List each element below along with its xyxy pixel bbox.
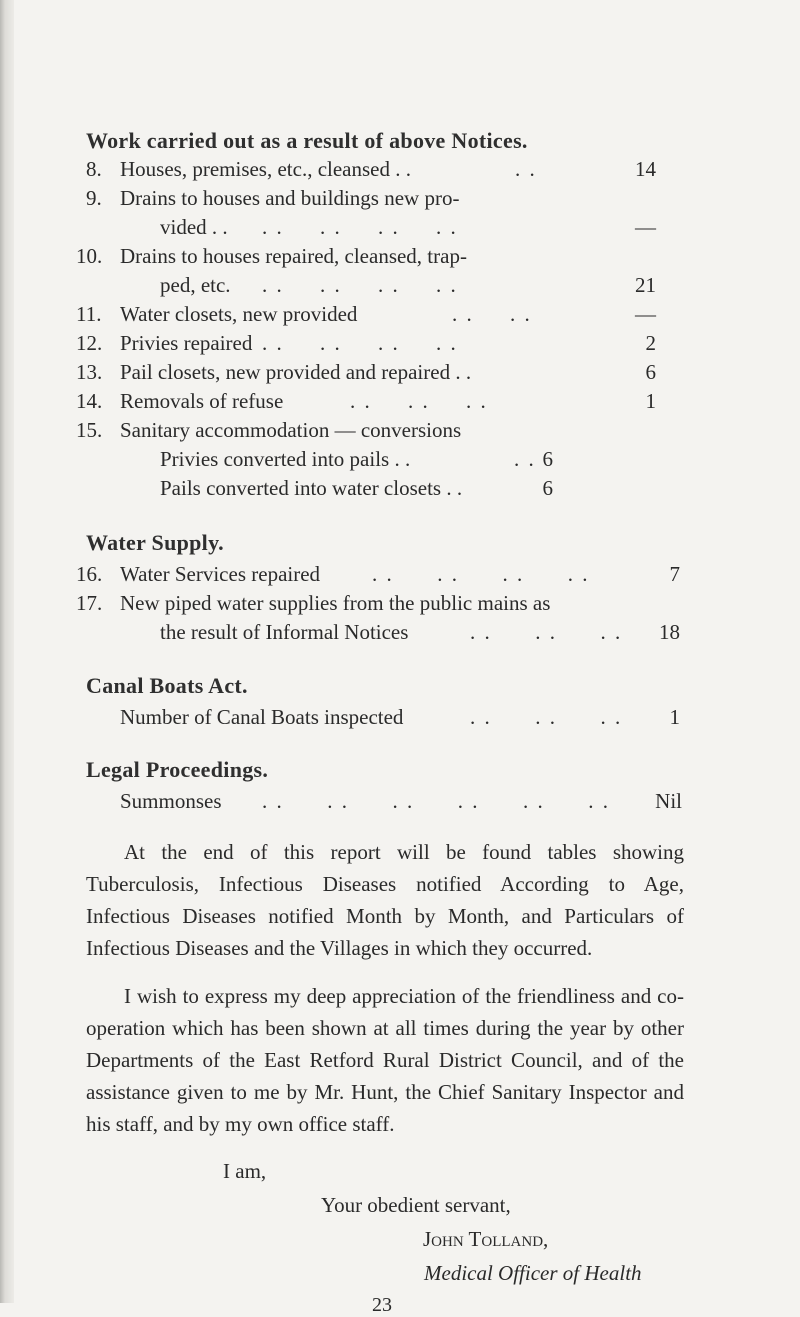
legal-leader: . . . . . . . . . . . . [262,789,610,813]
item-14-number: 14. [76,389,103,413]
item-9-number: 9. [86,186,102,210]
item-17-text: New piped water supplies from the public mains as [120,591,551,615]
canal-text: Number of Canal Boats inspected [120,705,404,729]
item-15-number: 15. [76,418,103,442]
sub-item-privies-value: 6 [542,447,553,471]
paragraph-appreciation [86,980,684,1140]
item-14-text: Removals of refuse [120,389,284,413]
item-12-leader: . . . . . . . . [262,331,458,355]
item-17-continuation: the result of Informal Notices [160,620,409,644]
item-8-value: 14 [635,157,656,181]
legal-heading: Legal Proceedings. [86,757,269,782]
item-15-text: Sanitary accommodation — conversions [120,418,462,442]
page-number: 23 [372,1294,392,1316]
item-10-value: 21 [635,273,656,297]
item-10-continuation: ped, etc. [160,273,231,297]
item-8-leader: . . [515,157,537,181]
legal-value: Nil [655,789,682,813]
item-16-value: 7 [669,562,680,586]
item-16-number: 16. [76,562,103,586]
item-17-number: 17. [76,591,103,615]
item-11-value: — [635,302,656,326]
item-10-number: 10. [76,244,103,268]
closing-i-am: I am, [223,1159,267,1183]
item-8-number: 8. [86,157,102,181]
item-14-leader: . . . . . . [350,389,488,413]
item-9-text: Drains to houses and buildings new pro- [120,186,460,210]
paragraph-appreciation-text: I wish to express my deep appreciation of the friendliness and co-operation which has been shown at all times during the year by other Departments of the East Retford Rural District Council, and of the assistance given to me by Mr. Hunt, the Chief Sanitary Inspector and his staff, and by my own office staff. [86,984,684,1136]
item-12-value: 2 [645,331,656,355]
item-12-text: Privies repaired [120,331,253,355]
item-13-value: 6 [645,360,656,384]
item-9-continuation: vided . . [160,215,228,239]
item-11-text: Water closets, new provided [120,302,358,326]
sub-item-pails-value: 6 [542,476,553,500]
item-14-value: 1 [645,389,656,413]
sub-item-privies-text: Privies converted into pails . . [160,447,411,471]
item-16-text: Water Services repaired [120,562,321,586]
closing-servant: Your obedient servant, [321,1193,511,1217]
sub-item-privies-leader: . . [514,447,536,471]
item-13-number: 13. [76,360,103,384]
item-9-value: — [635,215,656,239]
signature-name: John Tolland, [423,1227,549,1251]
item-11-leader: . . . . [452,302,532,326]
sub-item-pails-text: Pails converted into water closets . . [160,476,463,500]
paragraph-tables [86,836,684,964]
notices-heading: Work carried out as a result of above Notices. [86,128,528,153]
item-17-leader: . . . . . . [470,620,623,644]
canal-heading: Canal Boats Act. [86,673,248,698]
item-11-number: 11. [76,302,102,326]
item-10-text: Drains to houses repaired, cleansed, trap- [120,244,467,268]
item-8-text: Houses, premises, etc., cleansed . . [120,157,411,181]
item-9-leader: . . . . . . . . [262,215,458,239]
item-10-leader: . . . . . . . . [262,273,458,297]
signature-title: Medical Officer of Health [424,1261,642,1285]
paragraph-tables-text: At the end of this report will be found tables showing Tuberculosis, Infectious Diseases notified According to Age, Infectious Diseases notified Month by Month, and Particulars of Infectious Diseases and the Villages in which they occurred. [86,840,684,960]
item-13-text: Pail closets, new provided and repaired . . [120,360,472,384]
legal-text: Summonses [120,789,222,813]
canal-value: 1 [669,705,680,729]
item-16-leader: . . . . . . . . [372,562,590,586]
water-heading: Water Supply. [86,530,224,555]
canal-leader: . . . . . . [470,705,623,729]
item-12-number: 12. [76,331,103,355]
item-17-value: 18 [659,620,680,644]
